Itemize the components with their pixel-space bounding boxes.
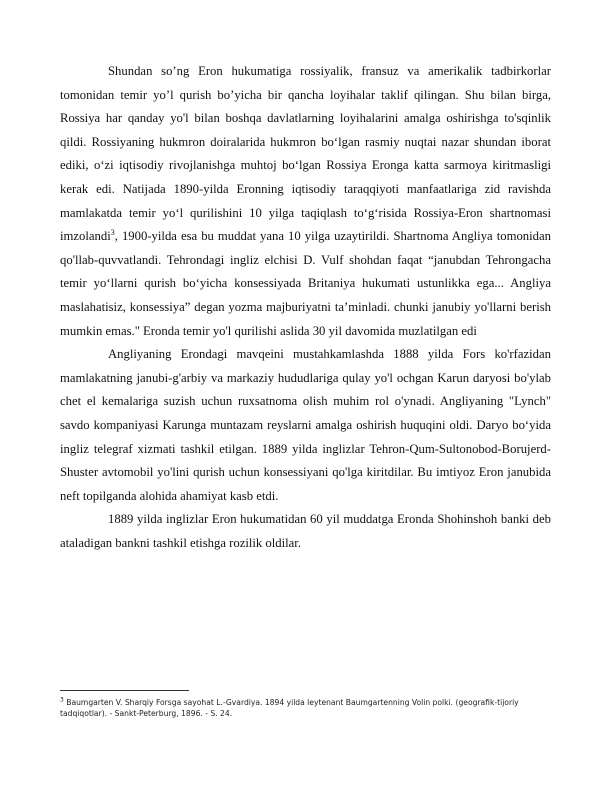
- footnote-number: 3: [60, 696, 64, 704]
- paragraph-1: [60, 60, 551, 343]
- paragraph-3: 1889 yilda inglizlar Eron hukumatidan 60 yil muddatga Eronda Shohinshoh banki deb ataladigan bankni tashkil etishga rozilik oldilar.: [60, 512, 551, 550]
- paragraph-1-text-end: , 1900-yilda esa bu muddat yana 10 yilga uzaytirildi. Shartnoma Angliya tomonidan qo'llab-quvvatlandi. Tehrondagi ingliz elchisi D. Vulf shohdan faqat “janubdan Tehrongacha temir yo‘llarni qurish bo‘yicha konsessiyada Britaniya hukumati ustunlikka ega... Angliya maslahatisiz, konsessiya” degan yozma majburiyatni ta’minladi. chunki janubiy yo'llarni berish mumkin emas." Eronda temir yo'l qurilishi aslida 30 yil davomida muzlatilgan edi: [60, 229, 551, 338]
- footnote-separator: [60, 690, 189, 691]
- footnote-text: Baumgarten V. Sharqiy Forsga sayohat L.-Gvardiya. 1894 yilda leytenant Baumgartenning Volin polki. (geografik-tijoriy tadqiqotlar). - Sankt-Peterburg, 1896. - S. 24.: [60, 698, 519, 718]
- footnote-reference[interactable]: 3: [110, 227, 115, 237]
- paragraph-1-text-start: Shundan so’ng Eron hukumatiga rossiyalik, fransuz va amerikalik tadbirkorlar tomonidan temir yo’l qurish bo’yicha bir qancha loyihalar taklif qilingan. Shu bilan birga, Rossiya har qanday yo'l bilan boshqa davlatlarning loyihalarini amalga oshirishga to'sqinlik qildi. Rossiyaning hukmron doiralarida hukmron bo‘lgan rasmiy nuqtai nazar shundan iborat ediki, o‘zi iqtisodiy rivojlanishga muhtoj bo‘lgan Rossiya Eronga katta sarmoya kiritmasligi kerak edi. Natijada 1890-yilda Eronning iqtisodiy taraqqiyoti manfaatlariga zid ravishda mamlakatda temir yo‘l qurilishini 10 yilga taqiqlash to‘g‘risida Rossiya-Eron shartnomasi imzolandi: [60, 64, 551, 244]
- paragraph-2: Angliyaning Erondagi mavqeini mustahkamlashda 1888 yilda Fors ko'rfazidan mamlakatning janubi-g'arbiy va markaziy hududlariga qulay yo'l ochgan Karun daryosi bo'ylab chet el kemalariga suzish uchun ruxsatnoma olish muhim rol o'ynadi. Angliyaning "Lynch" savdo kompaniyasi Karunga muntazam reyslarni amalga oshirish huquqini oldi. Daryo bo‘yida ingliz telegraf xizmati tashkil etilgan. 1889 yilda inglizlar Tehron-Qum-Sultonobod-Borujerd-Shuster avtomobil yo'lini qurish uchun konsessiyani qo'lga kiritdilar. Bu imtiyoz Eron janubida neft topilganda alohida ahamiyat kasb etdi.: [60, 347, 551, 503]
- document-body: [60, 60, 551, 555]
- footnote: [60, 697, 551, 719]
